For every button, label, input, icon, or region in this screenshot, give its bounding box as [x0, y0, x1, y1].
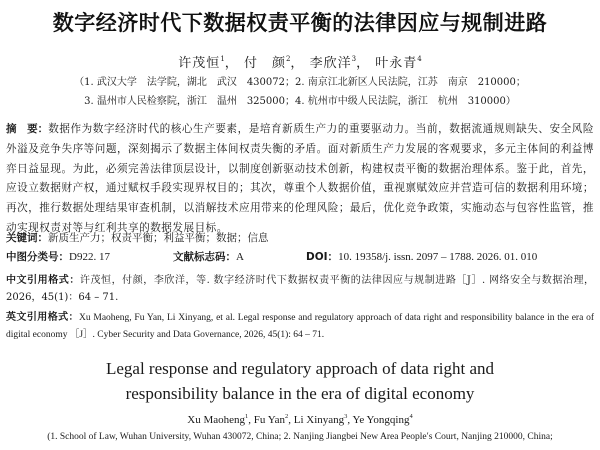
keywords-label: 关键词：: [6, 232, 48, 244]
author-name: 叶永青: [375, 56, 418, 71]
author-affil-marker: 3: [351, 55, 357, 63]
paper-title-en: [0, 356, 600, 406]
doi: [306, 249, 537, 264]
author-name: Fu Yan: [253, 414, 285, 426]
author-affil-marker: 1: [245, 413, 249, 420]
author-name: 许茂恒: [178, 56, 221, 71]
author-name: Xu Maoheng: [187, 414, 246, 426]
abstract: [6, 120, 594, 239]
citation-en-label: 英文引用格式：: [6, 312, 79, 323]
affiliation-en-line-1: (1. School of Law, Wuhan University, Wuhan 430072, China; 2. Nanjing Jiangbei New Area People′s Court, Nanjing 210000, China;: [47, 432, 553, 442]
author-affil-marker: 3: [344, 413, 348, 420]
title-en-line-1: Legal response and regulatory approach of data right and: [105, 359, 494, 378]
affiliation-cn-line-2: 3. 温州市人民检察院，浙江 温州 325000；4. 杭州市中级人民法院，浙江 杭州 310000）: [84, 96, 516, 107]
document-code: [173, 249, 244, 264]
keywords: [6, 230, 269, 245]
author-list-cn: [0, 52, 600, 71]
abstract-text: 数据作为数字经济时代的核心生产要素，是培育新质生产力的重要驱动力。当前，数据流通规则缺失、安全风险外溢及竞争失序等问题，深刻揭示了数据主体间权责失衡的矛盾。面对新质生产力发展的客观要求，多元主体间的利益博弈日益显现。为此，必须完善法律顶层设计，以制度创新驱动技术创新，构建权责平衡的数据治理体系。鉴于此，首先，应设立数据财产权，通过赋权手段实现界权目的；其次，尊重个人数据价值，重视禀赋效应并营造可信的数据利用环境；再次，推行数据处理结果审查机制，以消解技术应用带来的伦理风险；最后，优化竞争政策，实施动态与包容性监管，推动实现权责对等与红利共享的数据发展目标。: [6, 123, 594, 234]
clc-value: D922. 17: [69, 251, 110, 263]
keywords-text: 新质生产力；权责平衡；利益平衡；数据；信息: [48, 232, 269, 244]
author-affil-marker: 2: [284, 413, 289, 420]
doc-code-value: A: [236, 251, 244, 263]
citation-cn-label: 中文引用格式：: [6, 275, 80, 286]
doi-label: DOI：: [306, 251, 339, 263]
author-affil-marker: 2: [285, 55, 291, 63]
citation-en-text: Xu Maoheng, Fu Yan, Li Xinyang, et al. Legal response and regulatory approach of data right and responsibility balance in the era of digital economy ［J］. Cyber Security and Data Governance, 2026, 45(1): 64 – 71.: [6, 313, 595, 340]
author-affil-marker: 4: [409, 413, 413, 420]
author-affil-marker: 1: [220, 55, 225, 63]
paper-title-cn: 数字经济时代下数据权责平衡的法律因应与规制进路: [52, 11, 548, 35]
author-affil-marker: 4: [417, 55, 422, 63]
author-separator: ，: [224, 56, 239, 71]
doi-value: 10. 19358/j. issn. 2097 – 1788. 2026. 01. 010: [338, 251, 538, 263]
author-separator: ,: [347, 414, 353, 426]
clc-label: 中图分类号：: [6, 251, 69, 263]
author-name: Li Xinyang: [293, 414, 345, 426]
author-list-en: [0, 413, 600, 426]
author-separator: ,: [288, 414, 294, 426]
citation-en: [6, 309, 594, 344]
citation-cn: [6, 272, 594, 306]
affiliation-cn-line-1: （1. 武汉大学 法学院，湖北 武汉 430072；2. 南京江北新区人民法院，江苏 南京 210000；: [74, 77, 526, 88]
citation-cn-text: 许茂恒，付颜，李欣洋，等. 数字经济时代下数据权责平衡的法律因应与规制进路［J］. 网络安全与数据治理，2026，45(1)：64 – 71.: [6, 275, 595, 303]
abstract-label: 摘 要：: [6, 123, 49, 135]
title-en-line-2: responsibility balance in the era of digital economy: [125, 384, 475, 403]
clc-number: [6, 249, 110, 264]
author-name: Ye Yongqing: [352, 414, 410, 426]
author-name: 李欣洋: [309, 56, 352, 71]
author-separator: ,: [248, 414, 254, 426]
author-separator: ，: [356, 56, 371, 71]
doc-code-label: 文献标志码：: [173, 251, 236, 263]
author-separator: ，: [290, 56, 305, 71]
author-name: 付 颜: [243, 56, 286, 71]
